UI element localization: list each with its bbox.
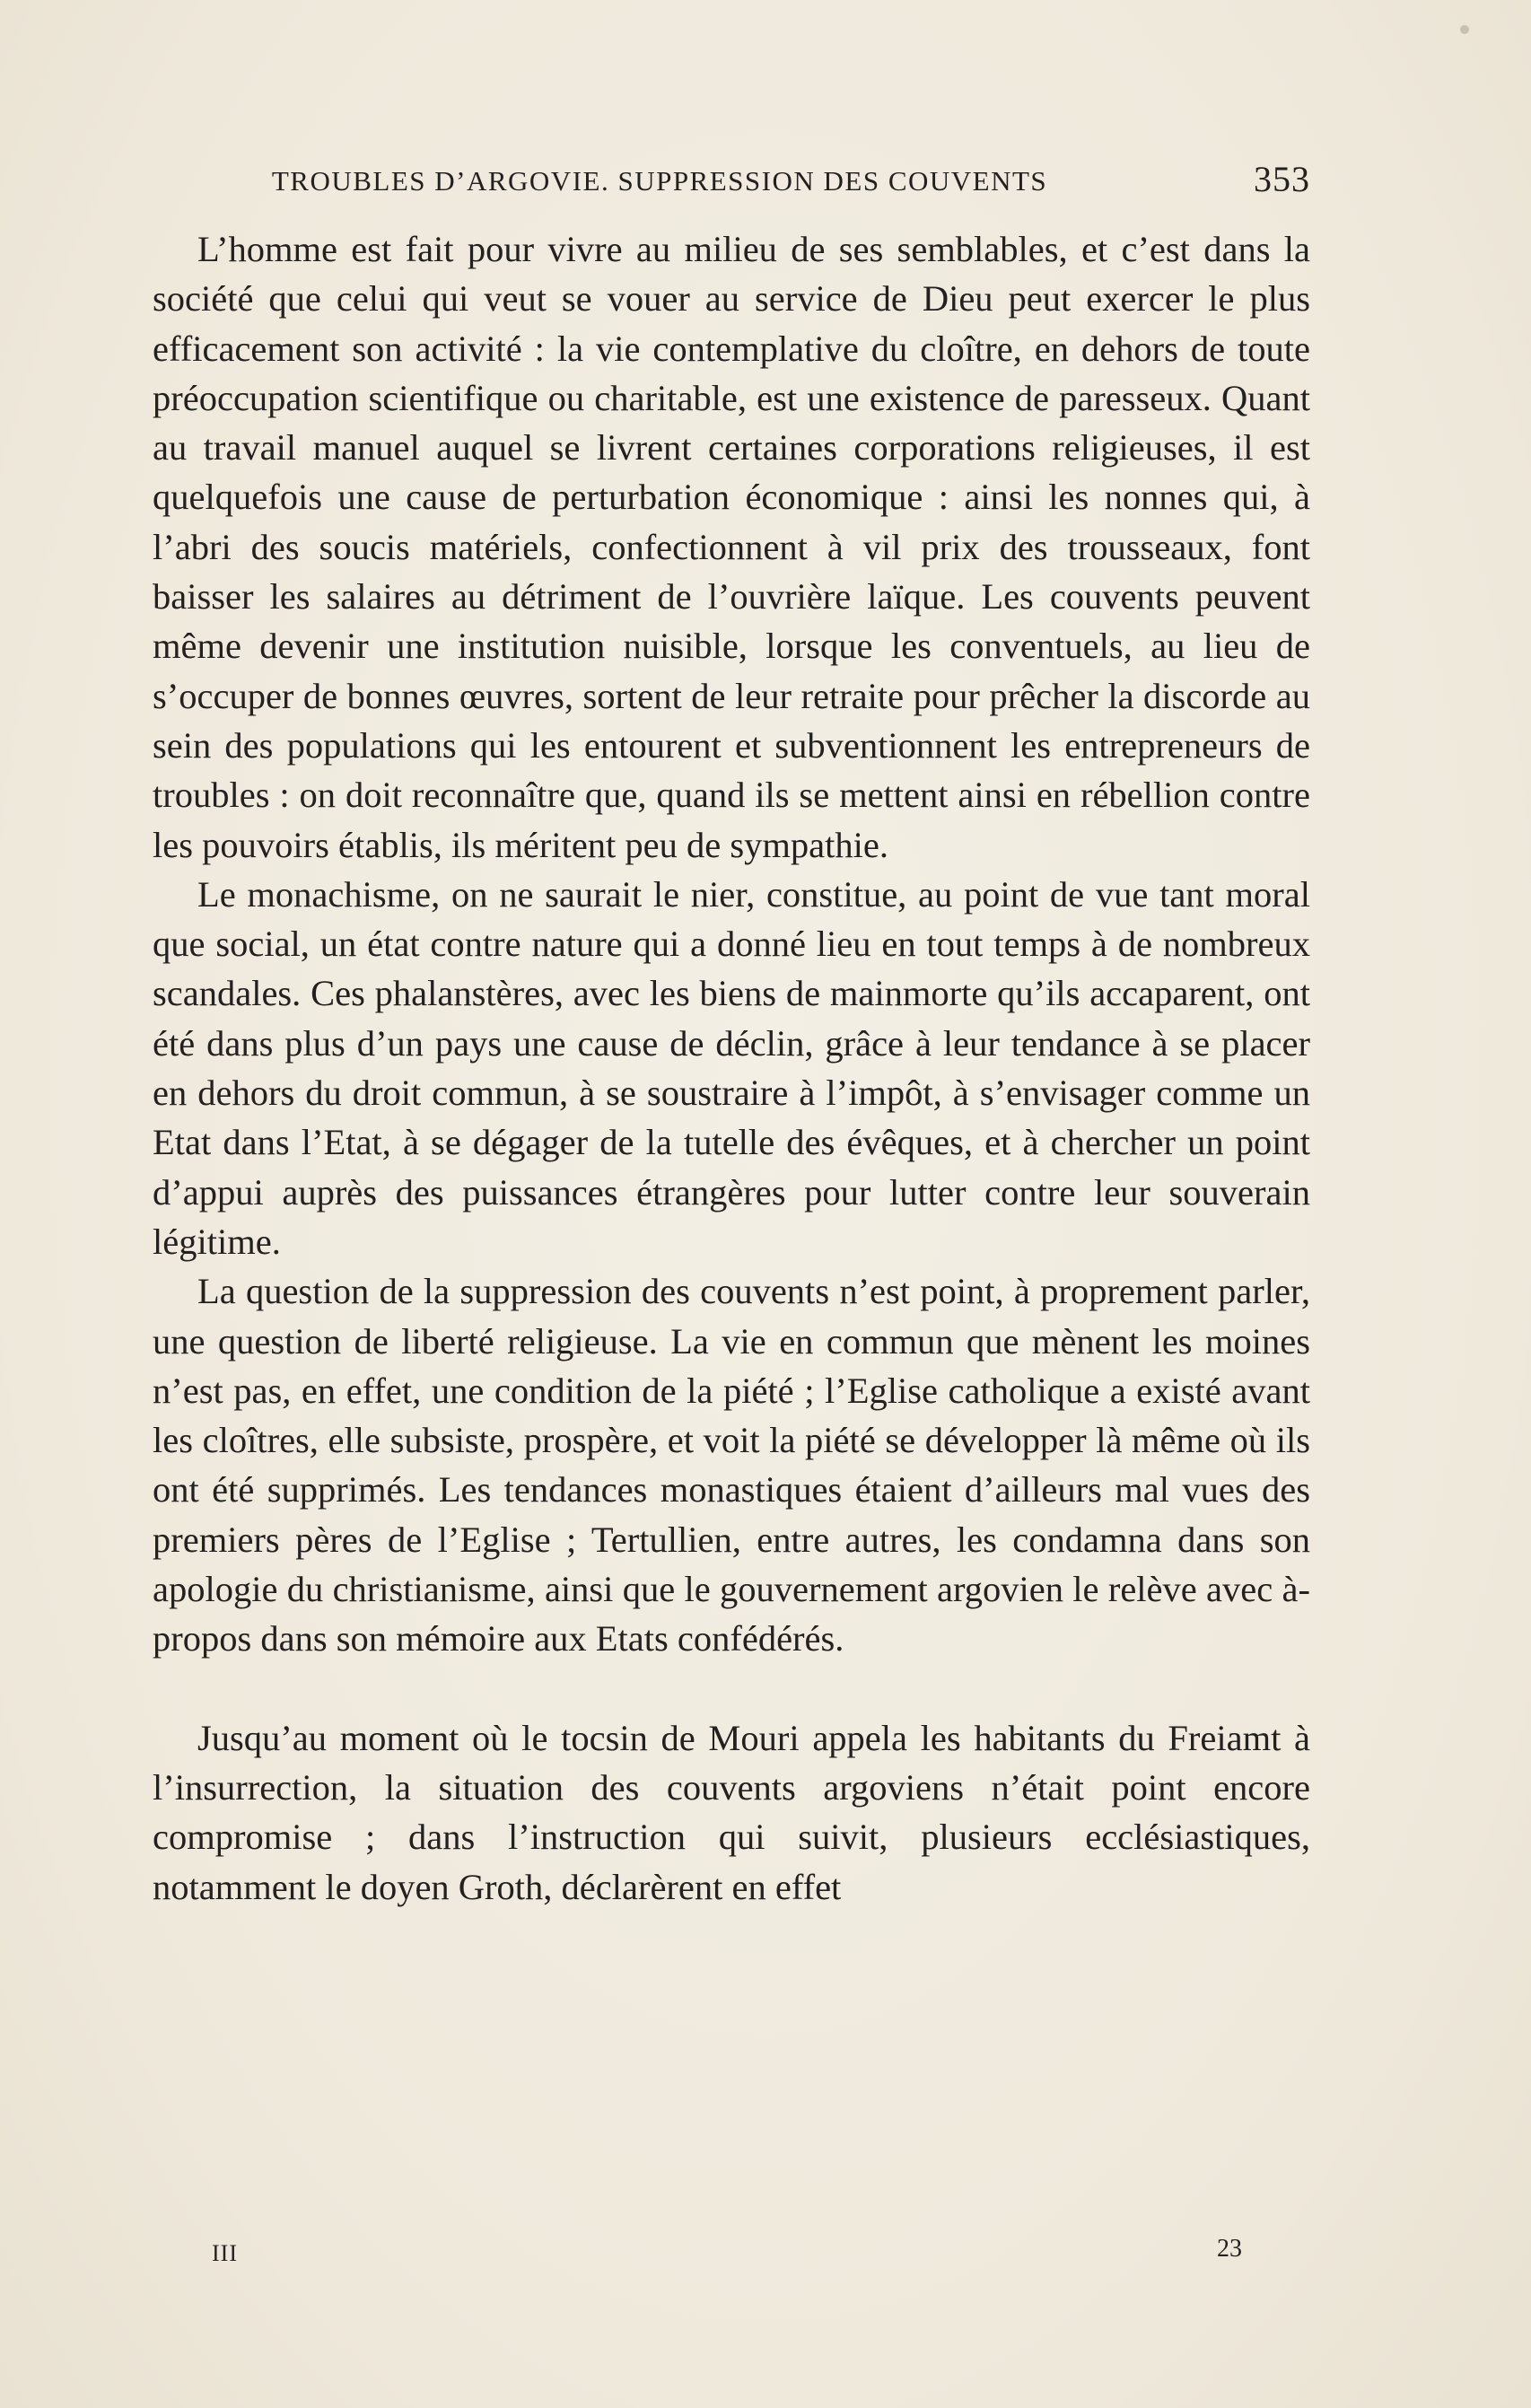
body-text [153,224,1310,1912]
page-footer [153,2235,1310,2271]
running-title: TROUBLES D’ARGOVIE. SUPPRESSION DES COUVENTS [271,165,1048,197]
paragraph: L’homme est fait pour vivre au milieu de ses semblables, et c’est dans la société que celui qui veut se vouer au service de Dieu peut exercer le plus efficacement son activité : la vie contemplative du cloître, en dehors de toute préoccupation scientifique ou charitable, est une existence de paresseux. Quant au travail manuel auquel se livrent certaines corporations religieuses, il est quelquefois une cause de perturbation économique : ainsi les nonnes qui, à l’abri des soucis matériels, confectionnent à vil prix des trousseaux, font baisser les salaires au détriment de l’ouvrière laïque. Les couvents peuvent même devenir une institution nuisible, lorsque les conventuels, au lieu de s’occuper de bonnes œuvres, sortent de leur retraite pour prêcher la discorde au sein des populations qui les entourent et subventionnent les entrepreneurs de troubles : on doit reconnaître que, quand ils se mettent ainsi en rébellion contre les pouvoirs établis, ils méritent peu de sympathie. [153,229,1310,865]
paragraph: Le monachisme, on ne saurait le nier, constitue, au point de vue tant moral que social, un état contre nature qui a donné lieu en tout temps à de nombreux scandales. Ces phalanstères, avec les biens de mainmorte qu’ils accaparent, ont été dans plus d’un pays une cause de déclin, grâce à leur tendance à se placer en dehors du droit commun, à se soustraire à l’impôt, à s’envisager comme un Etat dans l’Etat, à se dégager de la tutelle des évêques, et à chercher un point d’appui auprès des puissances étrangères pour lutter contre leur souverain légitime. [153,873,1310,1262]
paragraph: Jusqu’au moment où le tocsin de Mouri appela les habitants du Freiamt à l’insurrection, la situation des couvents argoviens n’était point encore compromise ; dans l’instruction qui suivit, plusieurs ecclésiastiques, notamment le doyen Groth, déclarèrent en effet [153,1717,1310,1907]
signature-mark: III [212,2240,238,2266]
paragraph: La question de la suppression des couvents n’est point, à proprement parler, une question de liberté religieuse. La vie en commun que mènent les moines n’est pas, en effet, une condition de la piété ; l’Eglise catholique a existé avant les cloîtres, elle subsiste, prospère, et voit la piété se développer là même où ils ont été supprimés. Les tendances monastiques étaient d’ailleurs mal vues des premiers pères de l’Eglise ; Tertullien, entre autres, les condamna dans son apologie du christianisme, ainsi que le gouvernement argovien le relève avec à-propos dans son mémoire aux Etats confédérés. [153,1271,1310,1659]
page-number: 353 [1254,159,1310,199]
page-header [153,158,1310,203]
sheet-number: 23 [1217,2235,1242,2263]
paper-spot [1460,25,1469,34]
